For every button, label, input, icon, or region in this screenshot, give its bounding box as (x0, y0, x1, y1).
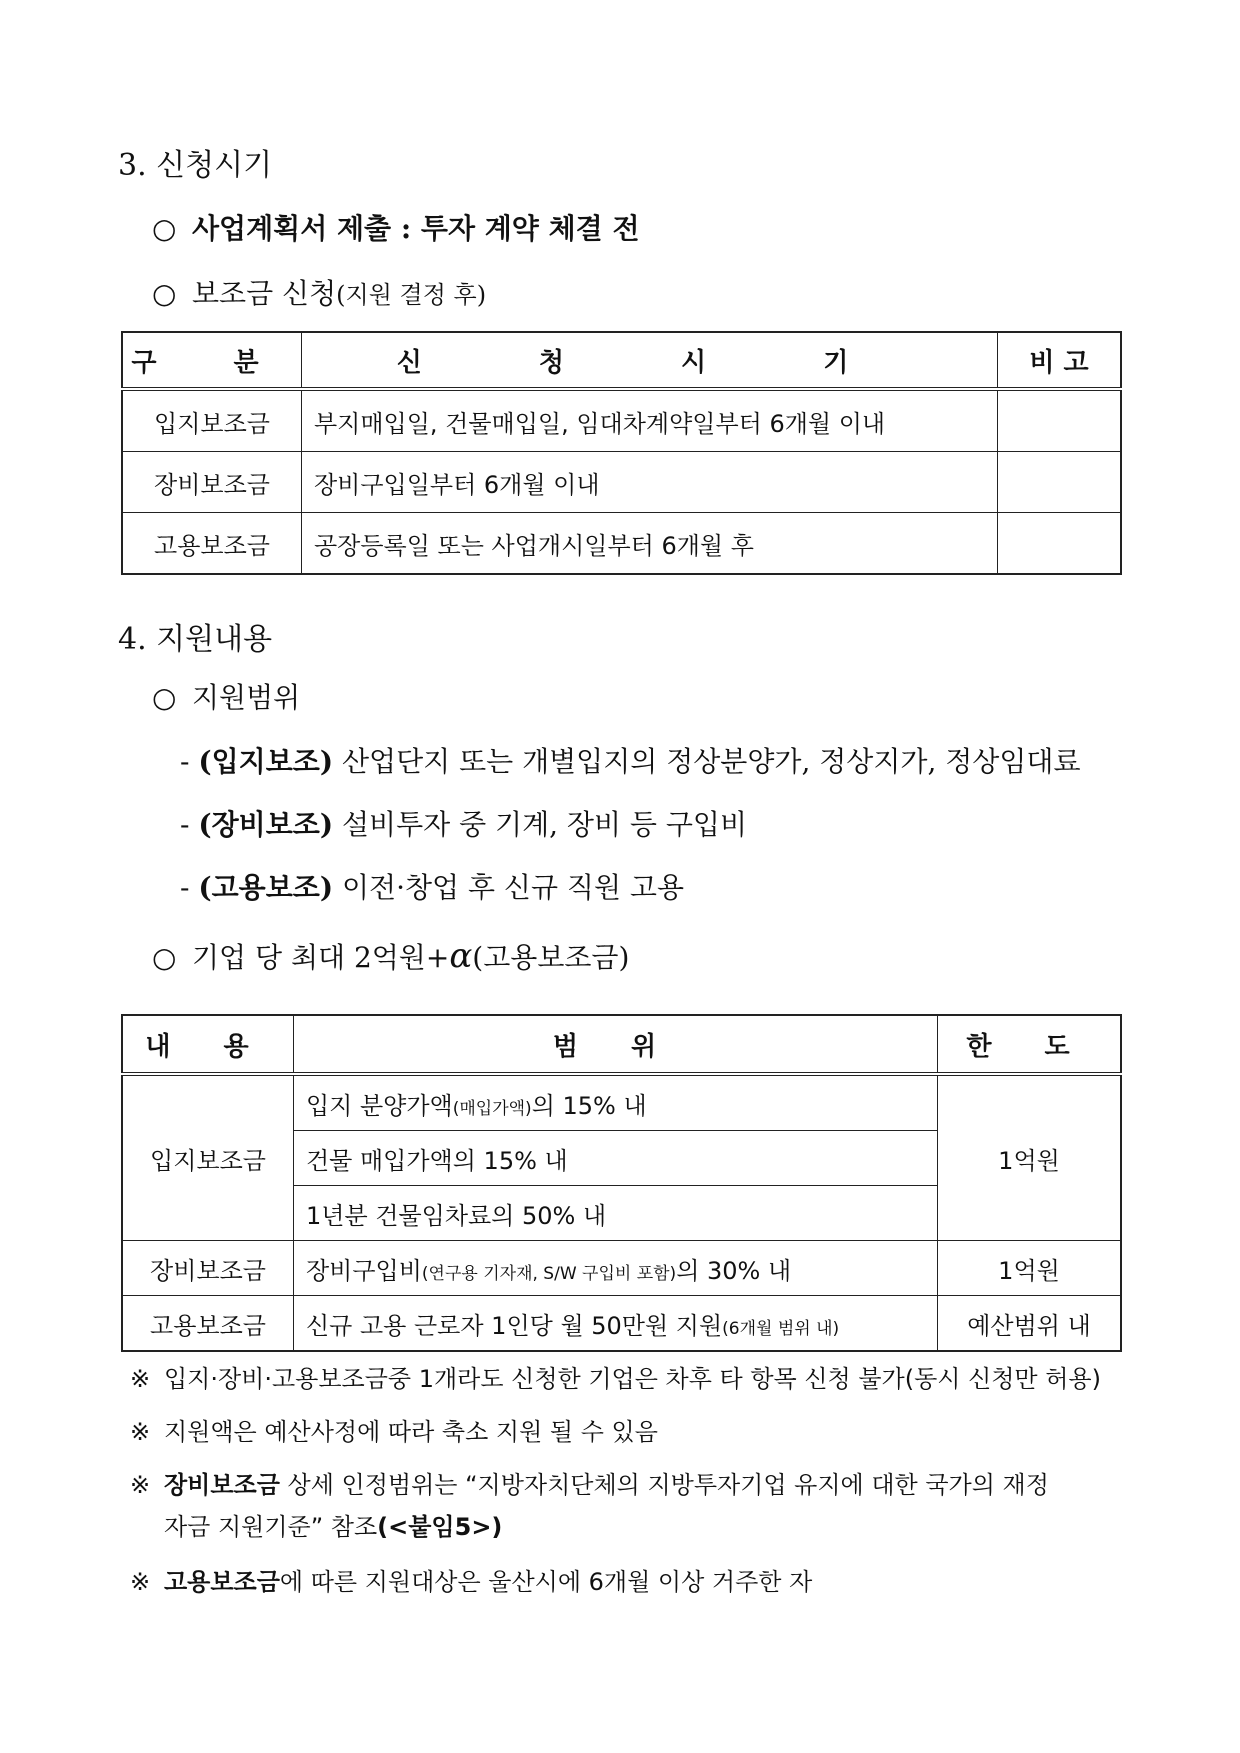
submission-text: 사업계획서 제출 : 투자 계약 체결 전 (192, 212, 640, 245)
row-note (998, 389, 1122, 452)
section4-bullet-scope (152, 676, 300, 716)
site-limit: 1억원 (938, 1074, 1122, 1241)
alpha-symbol: α (449, 936, 473, 976)
section4-heading: 4. 지원내용 (118, 622, 273, 657)
max-text: 기업 당 최대 2억원+ (192, 941, 450, 974)
dash-icon: - (180, 871, 190, 904)
circle-bullet-icon: ○ (152, 681, 177, 714)
row-note (998, 452, 1122, 513)
header-timing: 신 청 시 기 (302, 332, 998, 389)
table-header-row (122, 332, 1121, 389)
row-timing: 공장등록일 또는 사업개시일부터 6개월 후 (302, 513, 998, 575)
row-timing: 장비구입일부터 6개월 이내 (302, 452, 998, 513)
scope-item-employment (180, 866, 684, 906)
note-3-continued: 자금 지원기준” 참조(<붙임5>) (164, 1513, 503, 1541)
note-4: ※ 고용보조금에 따른 지원대상은 울산시에 6개월 이상 거주한 자 (130, 1568, 813, 1596)
equipment-category: 장비보조금 (122, 1241, 294, 1296)
reference-mark-icon: ※ (130, 1365, 151, 1393)
row-category: 고용보조금 (122, 513, 302, 575)
header-content: 내 용 (122, 1015, 294, 1074)
employment-limit: 예산범위 내 (938, 1296, 1122, 1352)
header-note: 비 고 (998, 332, 1122, 389)
scope-item-label: (장비보조) (198, 808, 334, 841)
note-3: ※ 장비보조금 상세 인정범위는 “지방자치단체의 지방투자기업 유지에 대한 국가의 재정 (130, 1471, 1049, 1499)
support-scope-table (121, 1014, 1122, 1352)
table-row (122, 452, 1121, 513)
table-row (122, 1074, 1121, 1131)
max-paren: (고용보조금) (472, 941, 630, 974)
circle-bullet-icon: ○ (152, 277, 177, 310)
section4-bullet-max (152, 936, 629, 976)
row-note (998, 513, 1122, 575)
row-category: 장비보조금 (122, 452, 302, 513)
section3-bullet-submission (152, 207, 640, 247)
circle-bullet-icon: ○ (152, 212, 177, 245)
employment-range: 신규 고용 근로자 1인당 월 50만원 지원(6개월 범위 내) (294, 1296, 938, 1352)
scope-item-text: 산업단지 또는 개별입지의 정상분양가, 정상지가, 정상임대료 (341, 745, 1081, 778)
table-row (122, 513, 1121, 575)
note-2: ※ 지원액은 예산사정에 따라 축소 지원 될 수 있음 (130, 1418, 658, 1446)
scope-item-text: 설비투자 중 기계, 장비 등 구입비 (341, 808, 748, 841)
header-category: 구 분 (122, 332, 302, 389)
scope-item-text: 이전·창업 후 신규 직원 고용 (341, 871, 685, 904)
header-limit: 한 도 (938, 1015, 1122, 1074)
reference-mark-icon: ※ (130, 1471, 151, 1499)
dash-icon: - (180, 808, 190, 841)
table-row (122, 389, 1121, 452)
site-range-2: 건물 매입가액의 15% 내 (294, 1131, 938, 1186)
table-row (122, 1296, 1121, 1352)
row-category: 입지보조금 (122, 389, 302, 452)
application-timing-table (121, 331, 1122, 575)
dash-icon: - (180, 745, 190, 778)
apply-text: 보조금 신청 (192, 277, 337, 310)
scope-item-label: (고용보조) (198, 871, 334, 904)
reference-mark-icon: ※ (130, 1568, 151, 1596)
apply-paren: (지원 결정 후) (336, 281, 487, 309)
table-header-row (122, 1015, 1121, 1074)
site-range-1: 입지 분양가액(매입가액)의 15% 내 (294, 1074, 938, 1131)
scope-item-equipment (180, 803, 747, 843)
row-timing: 부지매입일, 건물매입일, 임대차계약일부터 6개월 이내 (302, 389, 998, 452)
scope-text: 지원범위 (192, 681, 301, 714)
site-category: 입지보조금 (122, 1074, 294, 1241)
scope-item-label: (입지보조) (198, 745, 334, 778)
circle-bullet-icon: ○ (152, 941, 177, 974)
section3-heading: 3. 신청시기 (118, 148, 273, 183)
site-range-3: 1년분 건물임차료의 50% 내 (294, 1186, 938, 1241)
employment-category: 고용보조금 (122, 1296, 294, 1352)
equipment-limit: 1억원 (938, 1241, 1122, 1296)
scope-item-site (180, 740, 1081, 780)
note-1: ※ 입지·장비·고용보조금중 1개라도 신청한 기업은 차후 타 항목 신청 불가(동시 신청만 허용) (130, 1365, 1101, 1393)
header-range: 범 위 (294, 1015, 938, 1074)
equipment-range: 장비구입비(연구용 기자재, S/W 구입비 포함)의 30% 내 (294, 1241, 938, 1296)
reference-mark-icon: ※ (130, 1418, 151, 1446)
section3-bullet-apply (152, 272, 486, 312)
table-row (122, 1241, 1121, 1296)
